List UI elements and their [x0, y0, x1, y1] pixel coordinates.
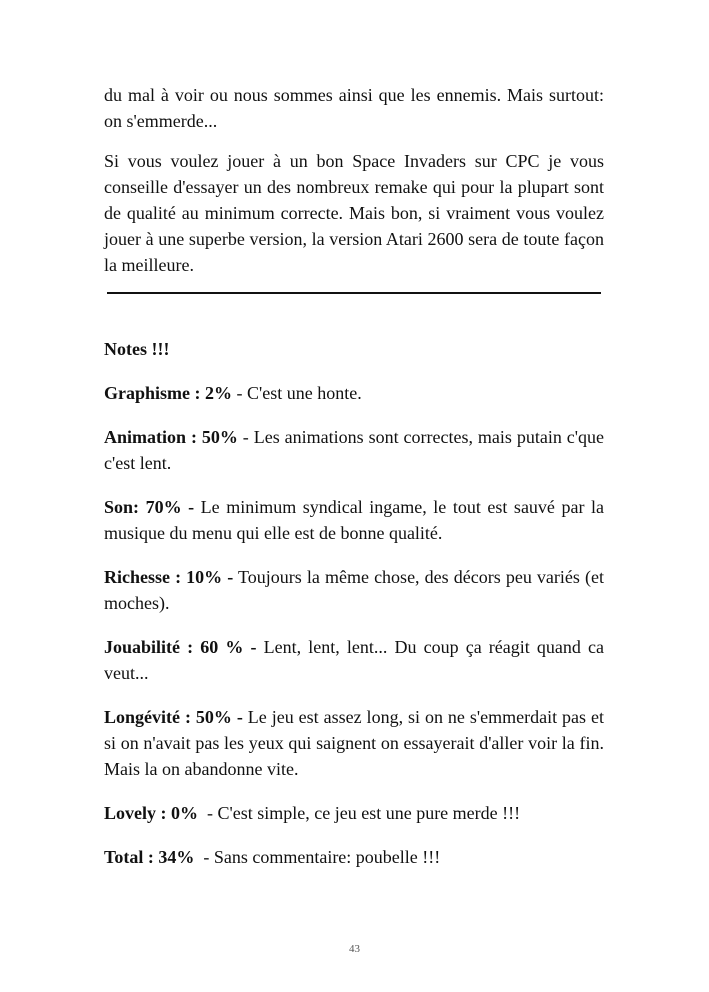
note-label: Lovely : 0%: [104, 803, 198, 823]
page-content: [104, 82, 604, 888]
note-text: Lent, lent, lent... Du coup ça réagit quand ca veut...: [104, 637, 604, 683]
note-longevite: [104, 704, 604, 782]
note-total: [104, 844, 604, 870]
note-text: - Les animations sont correctes, mais putain c'que c'est lent.: [104, 427, 604, 473]
intro-paragraph-2: Si vous voulez jouer à un bon Space Invaders sur CPC je vous conseille d'essayer un des nombreux remake qui pour la plupart sont de qualité au minimum correcte. Mais bon, si vraiment vous voulez jouer à une superbe version, la version Atari 2600 sera de toute façon la meilleure.: [104, 151, 604, 275]
note-label: Jouabilité : 60 % -: [104, 637, 257, 657]
note-lovely: [104, 800, 604, 826]
section-divider: [107, 292, 601, 294]
note-text: Toujours la même chose, des décors peu variés (et moches).: [104, 567, 604, 613]
note-label: Total : 34%: [104, 847, 195, 867]
page-number: 43: [349, 943, 360, 955]
notes-title: Notes !!!: [104, 339, 170, 359]
note-label: Richesse : 10% -: [104, 567, 234, 587]
note-graphisme: [104, 380, 604, 406]
note-text: - C'est une honte.: [232, 383, 362, 403]
note-label: Animation : 50%: [104, 427, 238, 447]
note-son: [104, 494, 604, 546]
note-text: Le jeu est assez long, si on ne s'emmerdait pas et si on n'avait pas les yeux qui saignent on essayerait d'aller voir la fin. Mais la on abandonne vite.: [104, 707, 604, 779]
note-jouabilite: [104, 634, 604, 686]
note-label: Graphisme : 2%: [104, 383, 232, 403]
note-label: Son: 70% -: [104, 497, 195, 517]
note-text: - C'est simple, ce jeu est une pure merde !!!: [198, 803, 521, 823]
note-text: - Sans commentaire: poubelle !!!: [194, 847, 441, 867]
note-richesse: [104, 564, 604, 616]
note-animation: [104, 424, 604, 476]
note-label: Longévité : 50% -: [104, 707, 243, 727]
intro-paragraph-1: du mal à voir ou nous sommes ainsi que les ennemis. Mais surtout: on s'emmerde...: [104, 85, 604, 131]
note-text: Le minimum syndical ingame, le tout est sauvé par la musique du menu qui elle est de bonne qualité.: [104, 497, 604, 543]
